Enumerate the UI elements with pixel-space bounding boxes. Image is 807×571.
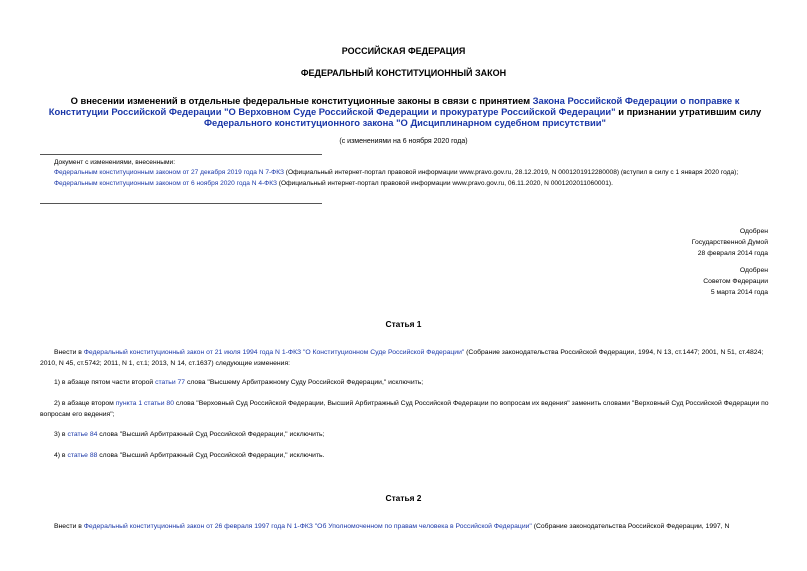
item-1-text-b: слова "Высшему Арбитражному Суду Российской Федерации," исключить; xyxy=(185,379,424,386)
document-title xyxy=(40,96,770,128)
item-2-text-b: слова "Верховный Суд Российской Федерации, Высший Арбитражный Суд Российской Федерации по вопросам их ведения" заменить словами "Верховный Суд Российской Федерации по вопросам его ведения"; xyxy=(40,400,769,418)
approval-duma-line3: 28 февраля 2014 года xyxy=(697,249,768,257)
item-4-link[interactable]: статье 88 xyxy=(67,452,98,459)
edition-note: (с изменениями на 6 ноября 2020 года) xyxy=(339,138,468,145)
country-heading: РОССИЙСКАЯ ФЕДЕРАЦИЯ xyxy=(341,46,466,56)
approval-federation-council xyxy=(600,266,768,298)
approval-duma-line1: Одобрен xyxy=(739,228,768,235)
title-text-2: и признании утратившим силу xyxy=(615,105,762,117)
article-2-law-link[interactable]: Федеральный конституционный закон от 26 февраля 1997 года N 1-ФКЗ "Об Уполномоченном по правам человека в Российской Федерации" xyxy=(83,523,532,530)
title-text-1: О внесении изменений в отдельные федеральные конституционные законы в связи с принятием xyxy=(70,95,533,106)
changes-link-2019[interactable]: Федеральным конституционным законом от 27 декабря 2019 года N 7-ФКЗ xyxy=(54,169,284,177)
changes-link-2020[interactable]: Федеральным конституционным законом от 6 ноября 2020 года N 4-ФКЗ xyxy=(54,179,277,187)
item-2-text-a: 2) в абзаце втором xyxy=(54,400,116,407)
article-1-item-1 xyxy=(40,378,770,389)
article-1-intro-text-a: Внести в xyxy=(54,349,84,356)
title-link-disciplinary-law[interactable]: Федерального конституционного закона "О Дисциплинарном судебном присутствии" xyxy=(204,116,606,128)
approval-duma-line2: Государственной Думой xyxy=(691,238,768,246)
article-2-intro xyxy=(40,522,770,533)
item-1-text-a: 1) в абзаце пятом части второй xyxy=(54,379,156,386)
law-type-heading: ФЕДЕРАЛЬНЫЙ КОНСТИТУЦИОННЫЙ ЗАКОН xyxy=(300,68,507,78)
article-1-intro xyxy=(40,348,770,369)
item-3-text-a: 3) в xyxy=(54,431,68,438)
item-1-link[interactable]: статьи 77 xyxy=(155,379,186,386)
title-link-constitution-amendment[interactable]: Закона Российской Федерации о поправке к Конституции Российской Федерации "О Верховном Суде Российской Федерации и прокуратуре Российской Федерации" xyxy=(48,95,740,117)
changes-label: Документ с изменениями, внесенными: xyxy=(54,159,176,166)
item-3-link[interactable]: статье 84 xyxy=(67,431,98,438)
article-1-item-2 xyxy=(40,399,770,420)
divider-bottom xyxy=(40,203,322,204)
article-1-intro-text-b: (Собрание законодательства Российской Федерации, 1994, N 13, ст.1447; 2001, N 51, ст.4824; 2010, N 45, ст.5742; 2011, N 1, ст.1; 2013, N 14, ст.1637) следующие изменения: xyxy=(40,349,764,367)
article-2-intro-text-b: (Собрание законодательства Российской Федерации, 1997, N xyxy=(531,523,730,530)
approval-council-line1: Одобрен xyxy=(739,267,768,274)
article-2-heading: Статья 2 xyxy=(385,493,422,503)
divider-top xyxy=(40,154,322,155)
changes-text-2019: (Официальный интернет-портал правовой информации www.pravo.gov.ru, 28.12.2019, N 0001201912280008) (вступил в силу с 1 января 2020 года); xyxy=(283,169,739,177)
approval-council-line3: 5 марта 2014 года xyxy=(710,288,768,296)
item-4-text-b: слова "Высший Арбитражный Суд Российской Федерации," исключить. xyxy=(97,452,325,459)
item-3-text-b: слова "Высший Арбитражный Суд Российской Федерации," исключить; xyxy=(97,431,325,438)
item-2-link[interactable]: пункта 1 статьи 80 xyxy=(115,400,174,407)
approval-duma xyxy=(600,227,768,259)
approval-council-line2: Советом Федерации xyxy=(703,277,768,285)
article-1-item-3 xyxy=(40,430,770,441)
changes-block xyxy=(40,158,770,189)
article-2-intro-text-a: Внести в xyxy=(54,523,84,530)
article-1-law-link[interactable]: Федеральный конституционный закон от 21 июля 1994 года N 1-ФКЗ "О Конституционном Суде Российской Федерации" xyxy=(83,349,465,356)
item-4-text-a: 4) в xyxy=(54,452,68,459)
article-1-heading: Статья 1 xyxy=(385,319,422,329)
changes-text-2020: (Официальный интернет-портал правовой информации www.pravo.gov.ru, 06.11.2020, N 0001202011060001). xyxy=(276,179,613,187)
article-1-item-4 xyxy=(40,451,770,462)
